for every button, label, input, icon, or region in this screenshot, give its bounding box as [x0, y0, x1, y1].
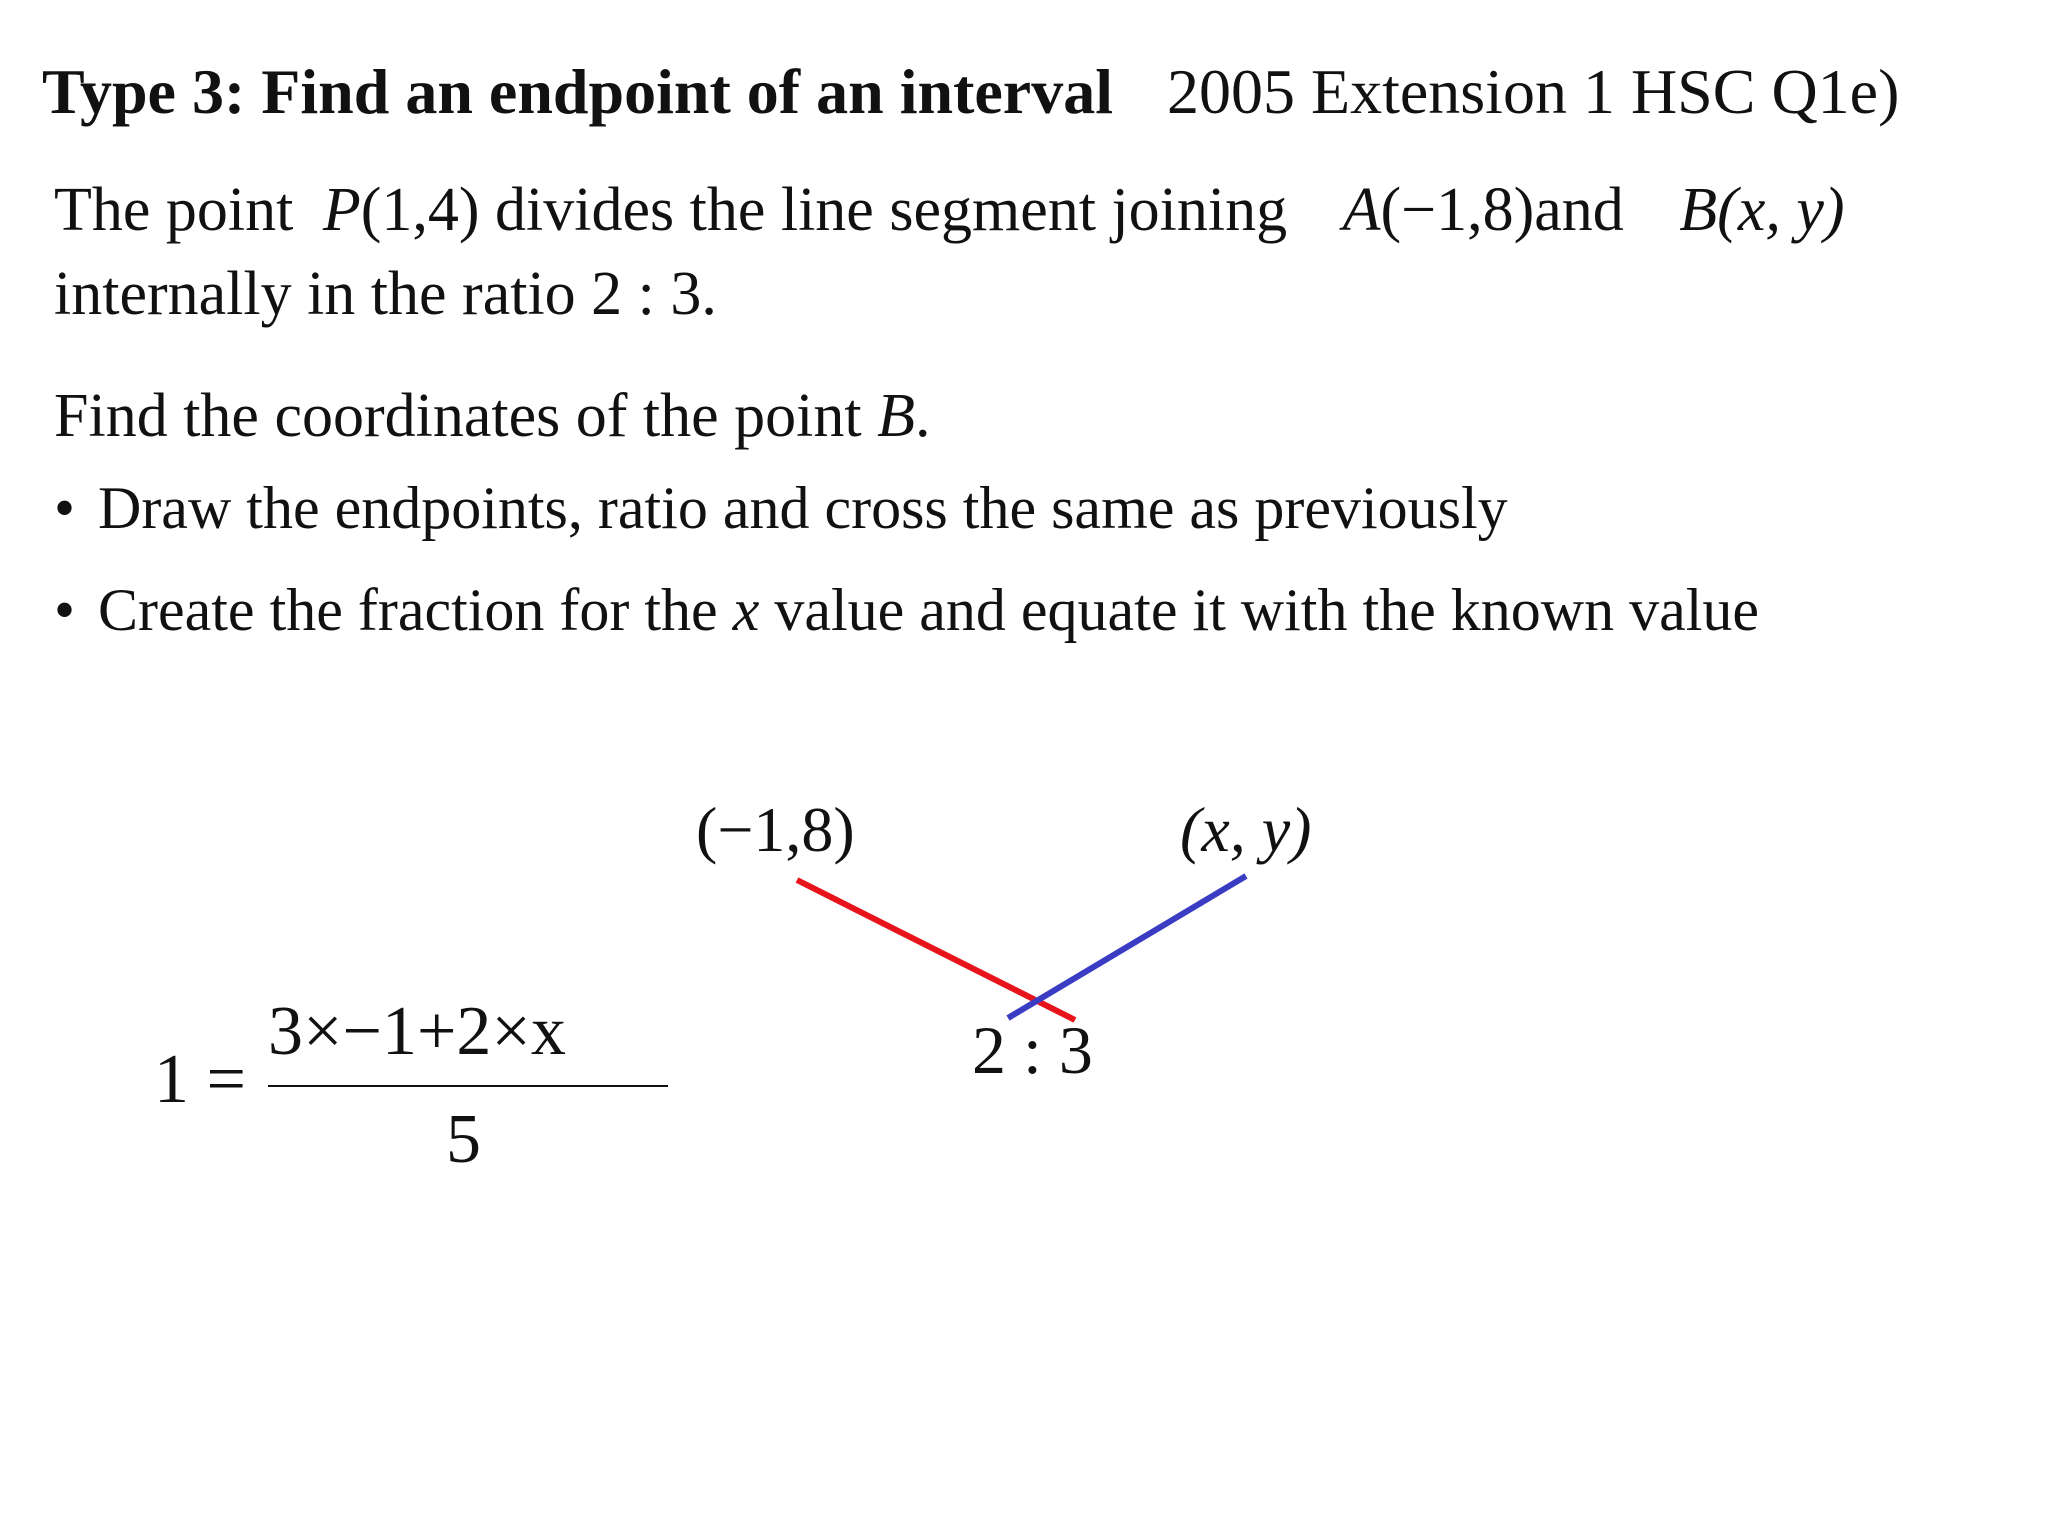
question-end: .: [914, 382, 931, 450]
cross-line-right: [1008, 876, 1246, 1018]
fraction-bar: [268, 1085, 668, 1087]
point-p-coords: (1,4): [360, 176, 480, 244]
problem-statement-line-2: internally in the ratio 2 : 3.: [54, 260, 717, 328]
problem-text-3: and: [1534, 176, 1640, 244]
question-point: B: [877, 382, 915, 450]
title-heading: Type 3: Find an endpoint of an interval: [42, 56, 1113, 127]
bullet-icon: •: [54, 475, 76, 541]
bullet-text-pre: Create the fraction for the: [98, 577, 733, 643]
point-b-name: B: [1679, 176, 1718, 244]
equation-lhs: 1 =: [154, 1041, 246, 1118]
title-source: 2005 Extension 1 HSC Q1e): [1166, 56, 1900, 127]
bullet-icon: •: [54, 577, 76, 643]
problem-text-2: divides the line segment joining: [479, 176, 1303, 244]
question-prompt: Find the coordinates of the point: [54, 382, 878, 450]
bullet-text-post: value and equate it with the known value: [759, 577, 1760, 643]
point-a-coords: (−1,8): [1380, 176, 1535, 244]
equation-denominator: 5: [446, 1101, 481, 1178]
ratio-label: 2 : 3: [972, 1012, 1093, 1088]
bullet-text: Draw the endpoints, ratio and cross the same as previously: [98, 475, 1508, 541]
equation-numerator: 3×−1+2×x: [268, 993, 566, 1070]
endpoint-label-b: (x, y): [1180, 794, 1312, 865]
problem-text-1: The point: [54, 176, 309, 244]
point-a-name: A: [1342, 176, 1381, 244]
endpoint-label-a: (−1,8): [696, 794, 855, 865]
bullet-variable: x: [732, 577, 760, 643]
point-p-name: P: [322, 176, 361, 244]
cross-line-left: [797, 880, 1075, 1020]
point-b-coords: (x, y): [1717, 176, 1845, 244]
